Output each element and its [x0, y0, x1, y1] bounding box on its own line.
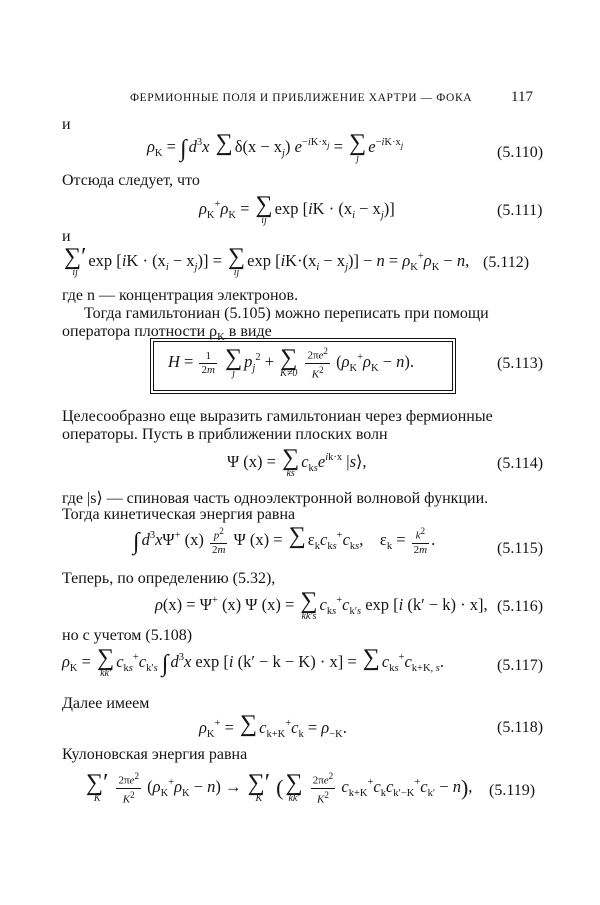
running-title: ФЕРМИОННЫЕ ПОЛЯ И ПРИБЛИЖЕНИЕ ХАРТРИ — ФОКА: [130, 92, 473, 104]
equation-number: (5.117): [497, 657, 544, 674]
equation-5-115: ∫ $d^3x\Psi^+$ (x) $\frac{p^2}{2m}$ Ψ (x) = ∑ $\varepsilon_kc_{ks}^+c_{ks}$, $\varepsilon_k$ = $\frac{k^2}{2m}$ .: [133, 523, 436, 556]
text-line-14: Кулоновская энергия равна: [62, 746, 248, 763]
equation-5-114: Ψ (x) = ∑ ks $c_{ks}e^{ik\cdot x}$ |s⟩,: [227, 445, 367, 479]
equation-number: (5.110): [497, 144, 544, 161]
equation-5-110: $\rho_K$ = ∫ $d^3x$ ∑ $\delta(x - x_j)$ $e^{-iK\cdot x_j}$ = ∑ j $e^{-iK\cdot x_j}$: [147, 130, 404, 164]
equation-5-118: $\rho_K^+$ = ∑ $c_{k+K}^+c_k = \rho_{-K}$.: [199, 711, 347, 740]
equation-5-119: ∑′ K $\frac{2\pi e^2}{K^2}$ $(\rho_K^+\rho_K - n)$ → ∑′ K ( ∑ kk′ $\frac{2\pi e^2}{K^2}$ $c_{k+K}^+c_kc_{k'-K}^+c_{k'} - n$),: [86, 770, 473, 806]
equation-5-113: H = $\frac{1}{2m}$ ∑ j $p_j^2$ + ∑ K≠0 $\frac{2\pi e^2}{K^2}$ $(\rho_K^+\rho_K - n)$.: [168, 345, 414, 381]
text-line-12: но с учетом (5.108): [62, 627, 193, 644]
text-line-10: Тогда кинетическая энергия равна: [62, 506, 296, 523]
equation-number: (5.113): [497, 355, 544, 372]
text-line-9: где |s⟩ — спиновая часть одноэлектронной волновой функции.: [62, 490, 489, 507]
text-line-6-tail: в виде: [224, 323, 272, 340]
text-line-1: и: [62, 116, 71, 133]
equation-number: (5.111): [497, 202, 543, 219]
equation-number: (5.118): [497, 719, 544, 736]
equation-5-111: $\rho_K^+\rho_K$ = ∑ ij $\exp [iK \cdot (x_i - x_j)]$: [199, 192, 395, 226]
text-line-7: Целесообразно еще выразить гамильтониан через фермионные: [62, 408, 493, 425]
text-line-4: где n — концентрация электронов.: [62, 287, 299, 304]
page-header: [0, 88, 600, 108]
text-line-2: Отсюда следует, что: [62, 172, 200, 189]
text-line-3: и: [62, 228, 71, 245]
equation-number: (5.115): [497, 540, 544, 557]
equation-number: (5.119): [489, 782, 536, 799]
equation-number: (5.116): [497, 598, 544, 615]
text-line-13: Далее имеем: [62, 695, 150, 712]
text-line-6: [62, 323, 272, 343]
equation-number: (5.114): [497, 455, 544, 472]
page-number: 117: [511, 89, 533, 105]
text-line-8: операторы. Пусть в приближении плоских волн: [62, 426, 388, 443]
equation-5-116: ρ(x) = Ψ+ (x) Ψ (x) = ∑ kk′s $c_{ks}^+c_{k's}$ exp [i (k′ − k) · x],: [155, 588, 488, 622]
equation-5-117: $\rho_K$ = ∑ kk′ $c_{ks}^+c_{k's}$ ∫ $d^3x$ exp [i (k′ − k − K) · x] = ∑ $c_{ks}^+c_{k+K, s}$.: [62, 645, 445, 679]
text-line-5: Тогда гамильтониан (5.105) можно переписать при помощи: [84, 305, 489, 322]
equation-number: (5.112): [483, 254, 530, 271]
text-line-11: Теперь, по определению (5.32),: [62, 570, 276, 587]
text-line-6-main: оператора плотности ρ: [62, 323, 218, 340]
equation-5-112: ∑′ ij $\exp [iK \cdot (x_i - x_j)]$ = ∑ ij $\exp [iK\cdot(x_i - x_j)] - n = \rho_K^+\rho_K - n$,: [64, 244, 470, 278]
text-line-6-sub: K: [217, 332, 225, 343]
